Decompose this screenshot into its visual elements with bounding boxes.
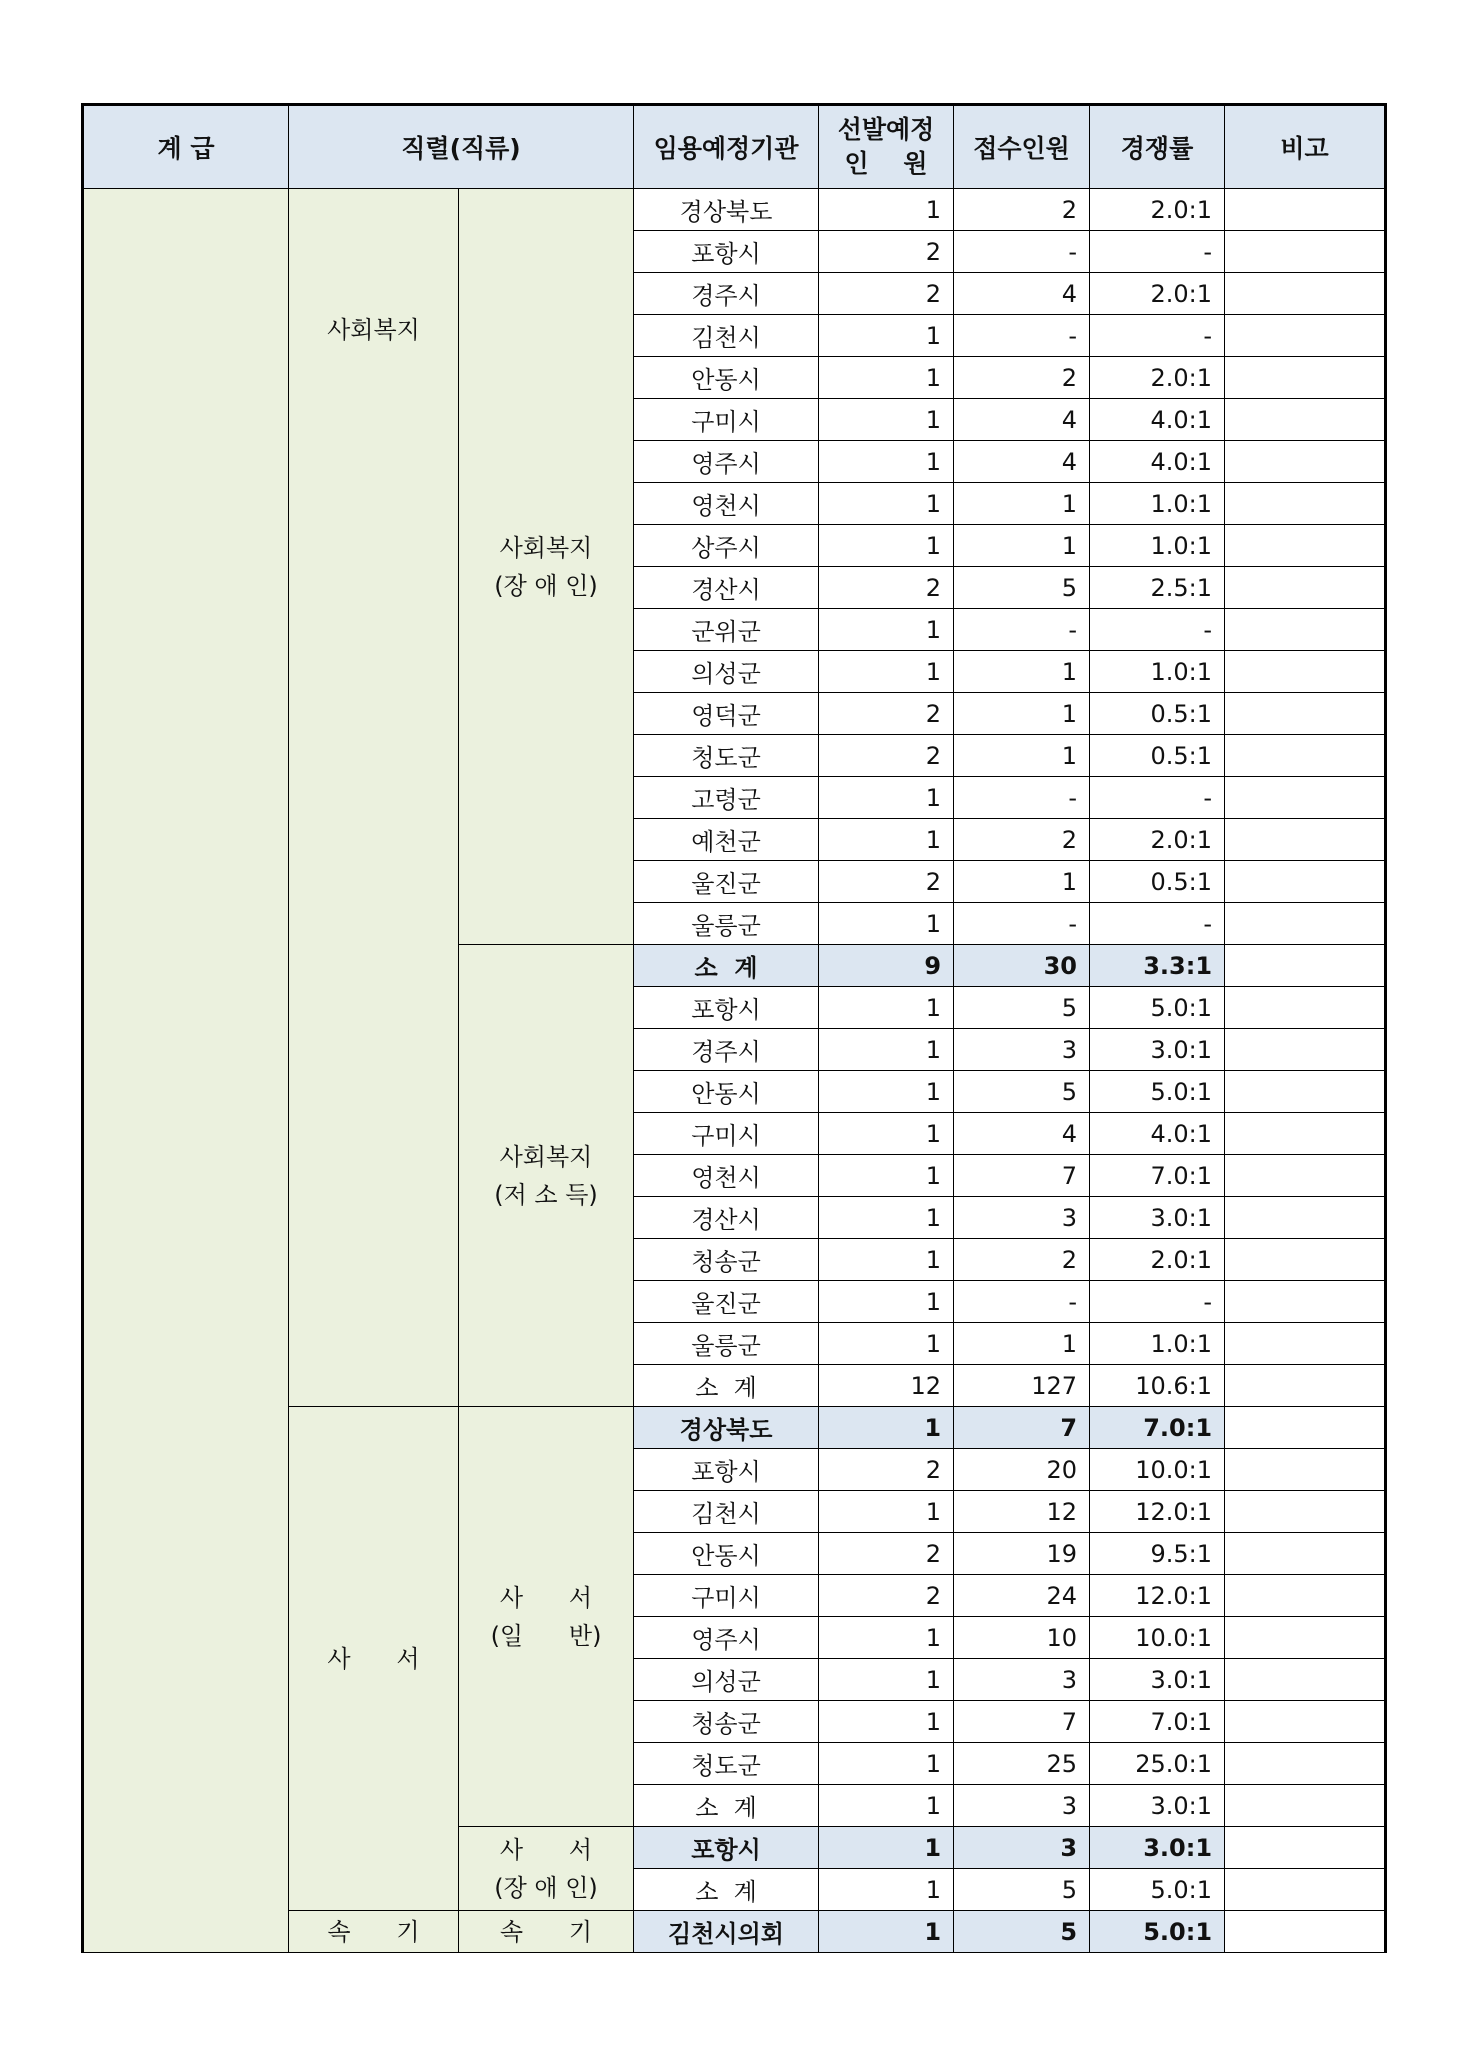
note-cell [1225, 735, 1386, 777]
planned-cell: 1 [819, 1281, 954, 1323]
ratio-cell: - [1090, 315, 1225, 357]
ratio-cell: - [1090, 231, 1225, 273]
agency-cell: 경산시 [634, 567, 819, 609]
series-welfare [289, 189, 459, 1407]
applicants-cell: - [954, 609, 1090, 651]
applicants-cell: 24 [954, 1575, 1090, 1617]
agency-cell: 포항시 [634, 987, 819, 1029]
planned-cell: 1 [819, 609, 954, 651]
note-cell [1225, 567, 1386, 609]
planned-cell: 1 [819, 1701, 954, 1743]
subseries-clerk-disabled-label-1: 사 서 [499, 1835, 593, 1864]
applicants-cell: 127 [954, 1365, 1090, 1407]
agency-cell: 안동시 [634, 1533, 819, 1575]
note-cell [1225, 1617, 1386, 1659]
subseries-welfare-lowincome-label-2: (저 소 득) [494, 1180, 598, 1209]
agency-cell: 예천군 [634, 819, 819, 861]
ratio-cell: 4.0:1 [1090, 441, 1225, 483]
agency-cell: 청도군 [634, 735, 819, 777]
applicants-cell: 3 [954, 1029, 1090, 1071]
agency-cell: 안동시 [634, 1071, 819, 1113]
note-cell [1225, 525, 1386, 567]
subseries-clerk-general [459, 1407, 634, 1827]
note-cell [1225, 1659, 1386, 1701]
ratio-cell: 4.0:1 [1090, 399, 1225, 441]
note-cell [1225, 1701, 1386, 1743]
header-note: 비고 [1225, 105, 1386, 189]
agency-cell: 상주시 [634, 525, 819, 567]
ratio-cell: 1.0:1 [1090, 1323, 1225, 1365]
ratio-cell: 3.0:1 [1090, 1659, 1225, 1701]
header-planned-line2: 인 원 [844, 149, 928, 178]
planned-cell: 1 [819, 1659, 954, 1701]
note-cell [1225, 1869, 1386, 1911]
note-cell [1225, 231, 1386, 273]
note-cell [1225, 357, 1386, 399]
agency-cell: 영천시 [634, 483, 819, 525]
agency-cell: 영천시 [634, 1155, 819, 1197]
agency-cell: 김천시의회 [634, 1911, 819, 1953]
agency-cell: 의성군 [634, 1659, 819, 1701]
note-cell [1225, 861, 1386, 903]
agency-cell: 군위군 [634, 609, 819, 651]
planned-cell: 1 [819, 1155, 954, 1197]
planned-cell: 1 [819, 315, 954, 357]
ratio-cell: 2.0:1 [1090, 189, 1225, 231]
ratio-cell: 3.0:1 [1090, 1029, 1225, 1071]
agency-cell: 경주시 [634, 1029, 819, 1071]
note-cell [1225, 273, 1386, 315]
subseries-clerk-disabled-label-2: (장 애 인) [494, 1873, 598, 1902]
agency-cell: 구미시 [634, 1113, 819, 1155]
note-cell [1225, 441, 1386, 483]
applicants-cell: 5 [954, 1911, 1090, 1953]
subseries-clerk-disabled [459, 1827, 634, 1911]
note-cell [1225, 1575, 1386, 1617]
subseries-clerk-general-label-2: (일 반) [490, 1621, 602, 1650]
applicants-cell: 5 [954, 567, 1090, 609]
planned-cell: 1 [819, 651, 954, 693]
ratio-cell: 7.0:1 [1090, 1407, 1225, 1449]
agency-cell: 울진군 [634, 1281, 819, 1323]
ratio-cell: 7.0:1 [1090, 1701, 1225, 1743]
applicants-cell: - [954, 231, 1090, 273]
note-cell [1225, 1281, 1386, 1323]
applicants-cell: 2 [954, 357, 1090, 399]
planned-cell: 1 [819, 903, 954, 945]
note-cell [1225, 1155, 1386, 1197]
subseries-welfare-lowincome [459, 945, 634, 1407]
note-cell [1225, 609, 1386, 651]
agency-cell: 소 계 [634, 945, 819, 987]
ratio-cell: 10.6:1 [1090, 1365, 1225, 1407]
agency-cell: 안동시 [634, 357, 819, 399]
applicants-cell: - [954, 903, 1090, 945]
header-series: 직렬(직류) [289, 105, 634, 189]
note-cell [1225, 903, 1386, 945]
ratio-cell: 2.0:1 [1090, 273, 1225, 315]
note-cell [1225, 1071, 1386, 1113]
applicants-cell: 1 [954, 651, 1090, 693]
note-cell [1225, 315, 1386, 357]
agency-cell: 영덕군 [634, 693, 819, 735]
planned-cell: 2 [819, 861, 954, 903]
applicants-cell: 4 [954, 399, 1090, 441]
planned-cell: 1 [819, 483, 954, 525]
planned-cell: 2 [819, 1449, 954, 1491]
planned-cell: 2 [819, 231, 954, 273]
header-agency: 임용예정기관 [634, 105, 819, 189]
header-planned [819, 105, 954, 189]
note-cell [1225, 399, 1386, 441]
applicants-cell: 30 [954, 945, 1090, 987]
planned-cell: 2 [819, 1575, 954, 1617]
agency-cell: 구미시 [634, 1575, 819, 1617]
planned-cell: 1 [819, 1617, 954, 1659]
applicants-cell: 1 [954, 1323, 1090, 1365]
note-cell [1225, 1785, 1386, 1827]
note-cell [1225, 1197, 1386, 1239]
ratio-cell: 5.0:1 [1090, 1911, 1225, 1953]
planned-cell: 1 [819, 819, 954, 861]
note-cell [1225, 987, 1386, 1029]
agency-cell: 경주시 [634, 273, 819, 315]
agency-cell: 울릉군 [634, 903, 819, 945]
agency-cell: 청송군 [634, 1239, 819, 1281]
note-cell [1225, 1533, 1386, 1575]
agency-cell: 경상북도 [634, 189, 819, 231]
planned-cell: 1 [819, 525, 954, 567]
planned-cell: 1 [819, 441, 954, 483]
note-cell [1225, 1323, 1386, 1365]
planned-cell: 1 [819, 1911, 954, 1953]
note-cell [1225, 1239, 1386, 1281]
agency-cell: 김천시 [634, 315, 819, 357]
ratio-cell: - [1090, 777, 1225, 819]
applicants-cell: - [954, 1281, 1090, 1323]
table-row [83, 189, 1386, 231]
series-welfare-label: 사회복지 [327, 316, 420, 344]
planned-cell: 1 [819, 1491, 954, 1533]
planned-cell: 1 [819, 1113, 954, 1155]
planned-cell: 2 [819, 567, 954, 609]
ratio-cell: 12.0:1 [1090, 1491, 1225, 1533]
applicants-cell: 3 [954, 1827, 1090, 1869]
ratio-cell: 5.0:1 [1090, 987, 1225, 1029]
planned-cell: 9 [819, 945, 954, 987]
applicants-cell: 4 [954, 1113, 1090, 1155]
agency-cell: 의성군 [634, 651, 819, 693]
agency-cell: 김천시 [634, 1491, 819, 1533]
note-cell [1225, 1911, 1386, 1953]
agency-cell: 울릉군 [634, 1323, 819, 1365]
ratio-cell: 0.5:1 [1090, 861, 1225, 903]
grade-cell [83, 189, 289, 1953]
series-clerk [289, 1407, 459, 1911]
planned-cell: 1 [819, 1323, 954, 1365]
ratio-cell: 1.0:1 [1090, 525, 1225, 567]
planned-cell: 1 [819, 1785, 954, 1827]
series-steno [289, 1911, 459, 1953]
note-cell [1225, 1491, 1386, 1533]
applicants-cell: 25 [954, 1743, 1090, 1785]
applicants-cell: 3 [954, 1785, 1090, 1827]
header-applicants: 접수인원 [954, 105, 1090, 189]
note-cell [1225, 1365, 1386, 1407]
planned-cell: 1 [819, 357, 954, 399]
subseries-welfare-disabled-label-2: (장 애 인) [494, 571, 598, 600]
applicants-cell: - [954, 315, 1090, 357]
applicants-cell: 2 [954, 189, 1090, 231]
ratio-cell: 9.5:1 [1090, 1533, 1225, 1575]
applicants-cell: 7 [954, 1155, 1090, 1197]
ratio-cell: 3.3:1 [1090, 945, 1225, 987]
agency-cell: 포항시 [634, 1449, 819, 1491]
agency-cell: 구미시 [634, 399, 819, 441]
planned-cell: 1 [819, 1869, 954, 1911]
series-clerk-label-1: 사 서 [327, 1644, 420, 1673]
applicants-cell: - [954, 777, 1090, 819]
planned-cell: 1 [819, 1407, 954, 1449]
note-cell [1225, 1743, 1386, 1785]
agency-cell: 영주시 [634, 1617, 819, 1659]
applicants-cell: 4 [954, 441, 1090, 483]
agency-cell: 경상북도 [634, 1407, 819, 1449]
ratio-cell: 2.5:1 [1090, 567, 1225, 609]
subseries-clerk-general-label-1: 사 서 [499, 1583, 593, 1612]
subseries-steno-label-1: 속 기 [499, 1917, 593, 1946]
applicants-cell: 2 [954, 819, 1090, 861]
applicants-cell: 5 [954, 1071, 1090, 1113]
applicants-cell: 7 [954, 1701, 1090, 1743]
planned-cell: 1 [819, 399, 954, 441]
note-cell [1225, 189, 1386, 231]
applicants-cell: 10 [954, 1617, 1090, 1659]
ratio-cell: 2.0:1 [1090, 819, 1225, 861]
applicants-cell: 1 [954, 693, 1090, 735]
applicants-cell: 19 [954, 1533, 1090, 1575]
note-cell [1225, 819, 1386, 861]
note-cell [1225, 1827, 1386, 1869]
planned-cell: 1 [819, 1071, 954, 1113]
note-cell [1225, 651, 1386, 693]
planned-cell: 1 [819, 777, 954, 819]
ratio-cell: 3.0:1 [1090, 1785, 1225, 1827]
planned-cell: 1 [819, 1239, 954, 1281]
ratio-cell: - [1090, 903, 1225, 945]
subseries-welfare-lowincome-label-1: 사회복지 [499, 1142, 593, 1171]
agency-cell: 고령군 [634, 777, 819, 819]
header-row [83, 105, 1386, 189]
ratio-cell: 7.0:1 [1090, 1155, 1225, 1197]
planned-cell: 1 [819, 1743, 954, 1785]
planned-cell: 1 [819, 987, 954, 1029]
applicants-cell: 5 [954, 1869, 1090, 1911]
applicants-cell: 20 [954, 1449, 1090, 1491]
planned-cell: 1 [819, 189, 954, 231]
recruitment-table [81, 103, 1387, 1953]
note-cell [1225, 1407, 1386, 1449]
header-planned-line1: 선발예정 [837, 115, 935, 144]
ratio-cell: - [1090, 609, 1225, 651]
ratio-cell: 2.0:1 [1090, 357, 1225, 399]
agency-cell: 소 계 [634, 1869, 819, 1911]
applicants-cell: 1 [954, 735, 1090, 777]
ratio-cell: 10.0:1 [1090, 1449, 1225, 1491]
agency-cell: 경산시 [634, 1197, 819, 1239]
ratio-cell: 3.0:1 [1090, 1827, 1225, 1869]
planned-cell: 2 [819, 1533, 954, 1575]
ratio-cell: 0.5:1 [1090, 735, 1225, 777]
planned-cell: 2 [819, 735, 954, 777]
applicants-cell: 12 [954, 1491, 1090, 1533]
ratio-cell: 2.0:1 [1090, 1239, 1225, 1281]
ratio-cell: 25.0:1 [1090, 1743, 1225, 1785]
note-cell [1225, 483, 1386, 525]
applicants-cell: 3 [954, 1659, 1090, 1701]
applicants-cell: 7 [954, 1407, 1090, 1449]
header-grade: 계 급 [83, 105, 289, 189]
ratio-cell: 12.0:1 [1090, 1575, 1225, 1617]
note-cell [1225, 1113, 1386, 1155]
agency-cell: 영주시 [634, 441, 819, 483]
ratio-cell: 1.0:1 [1090, 483, 1225, 525]
note-cell [1225, 693, 1386, 735]
applicants-cell: 1 [954, 861, 1090, 903]
note-cell [1225, 945, 1386, 987]
note-cell [1225, 1029, 1386, 1071]
ratio-cell: 10.0:1 [1090, 1617, 1225, 1659]
agency-cell: 청도군 [634, 1743, 819, 1785]
ratio-cell: 4.0:1 [1090, 1113, 1225, 1155]
ratio-cell: 3.0:1 [1090, 1197, 1225, 1239]
planned-cell: 2 [819, 693, 954, 735]
planned-cell: 12 [819, 1365, 954, 1407]
ratio-cell: 5.0:1 [1090, 1071, 1225, 1113]
applicants-cell: 1 [954, 483, 1090, 525]
ratio-cell: 0.5:1 [1090, 693, 1225, 735]
planned-cell: 1 [819, 1029, 954, 1071]
note-cell [1225, 1449, 1386, 1491]
agency-cell: 포항시 [634, 231, 819, 273]
planned-cell: 1 [819, 1197, 954, 1239]
ratio-cell: 5.0:1 [1090, 1869, 1225, 1911]
applicants-cell: 2 [954, 1239, 1090, 1281]
header-ratio: 경쟁률 [1090, 105, 1225, 189]
ratio-cell: - [1090, 1281, 1225, 1323]
agency-cell: 포항시 [634, 1827, 819, 1869]
agency-cell: 소 계 [634, 1785, 819, 1827]
applicants-cell: 5 [954, 987, 1090, 1029]
agency-cell: 청송군 [634, 1701, 819, 1743]
agency-cell: 소 계 [634, 1365, 819, 1407]
subseries-welfare-disabled-label-1: 사회복지 [499, 533, 593, 562]
agency-cell: 울진군 [634, 861, 819, 903]
subseries-steno [459, 1911, 634, 1953]
applicants-cell: 3 [954, 1197, 1090, 1239]
ratio-cell: 1.0:1 [1090, 651, 1225, 693]
note-cell [1225, 777, 1386, 819]
planned-cell: 2 [819, 273, 954, 315]
planned-cell: 1 [819, 1827, 954, 1869]
subseries-welfare-disabled [459, 189, 634, 945]
series-steno-label-1: 속 기 [327, 1917, 420, 1946]
applicants-cell: 4 [954, 273, 1090, 315]
applicants-cell: 1 [954, 525, 1090, 567]
